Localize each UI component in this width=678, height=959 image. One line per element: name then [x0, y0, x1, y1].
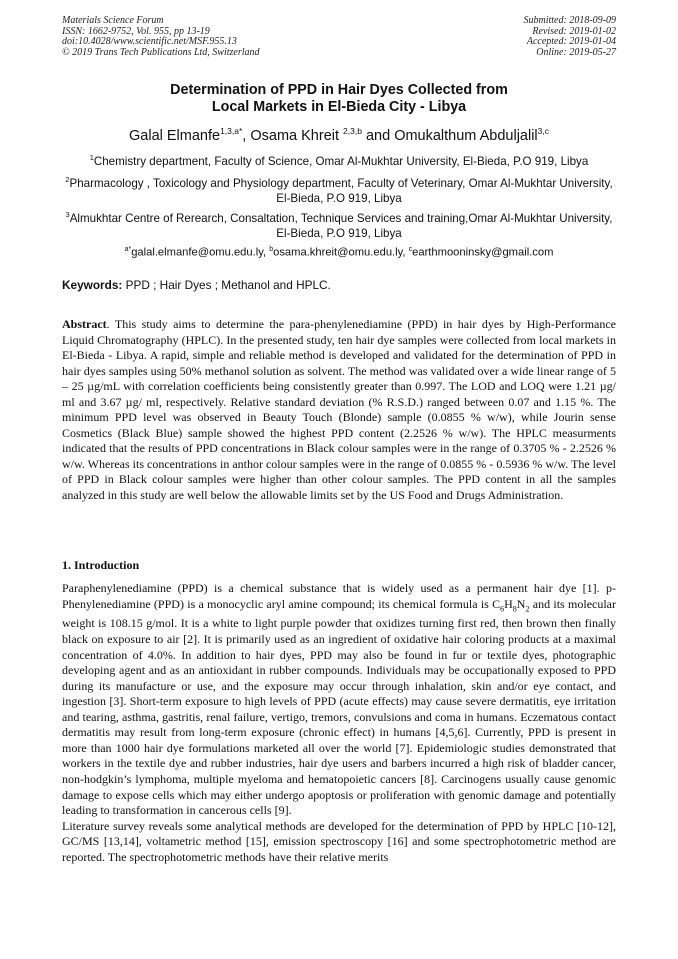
author-affiliation-marker: 2,3,b [343, 126, 362, 136]
email-marker: a* [124, 246, 132, 253]
formula-subscript: 2 [525, 603, 530, 613]
email-link[interactable]: galal.elmanfe@omu.edu.ly, [131, 246, 270, 259]
abstract-label: Abstract [62, 317, 107, 331]
keywords-label: Keywords: [62, 278, 123, 292]
paragraph-text: and its molecular weight is 108.15 g/mol. It is a white to light purple powder that oxidizes turning first red, then brown then finally black on exposure to air [2]. It is primarily used as an ingredient of oxidative hair coloring products at a maximal concentration of 4.0%. In addition to hair dyes, PPD may also be found in fur or textile dyes, photographic developing agent and as an antioxidant in rubber compounds. Individuals may be occupationally exposed to PPD during its manufacture or use, and the exposure may occur through inhalation, skin and/or eye contact, and ingestion [3]. Short-term exposure to high levels of PPD (acute effects) may cause severe dermatitis, eye irritation and tearing, asthma, gastritis, renal failure, vertigo, tremors, convulsions and coma in humans. Eczematous contact dermatitis may result from long-term exposure (chronic effect) in humans [4,5,6]. Currently, PPD is present in more than 1000 hair dye formulations marketed all over the world [7]. Epidemiologic studies demonstrated that workers in the textile dye and rubber industries, hair dye users and barbers incurred a high risk of bladder cancer, non-hodgkin’s lymphoma, multiple myeloma and hematopoietic cancers [8]. Carcinogens usually cause genomic damage to expose cells which may either undergo apoptosis or proliferation with genomic damage and potentially leading to transformation in cancerous cells [9]. [62, 596, 616, 818]
author-list [62, 122, 616, 145]
affiliation-text: Chemistry department, Faculty of Science, Omar Al-Mukhtar University, El-Bieda, P.O 919, Libya [93, 154, 589, 168]
email-marker: b [269, 246, 274, 253]
affiliation-number: 1 [89, 153, 94, 162]
keywords-text: PPD ; Hair Dyes ; Methanol and HPLC. [122, 278, 331, 292]
keywords [62, 278, 616, 293]
journal-header-left [62, 16, 260, 58]
email-link[interactable]: earthmooninsky@gmail.com [412, 246, 554, 259]
formula-subscript: 8 [512, 603, 517, 613]
author-separator: , [242, 127, 251, 144]
introduction-body [62, 581, 616, 865]
section-heading-introduction: 1. Introduction [62, 558, 140, 572]
affiliation-1 [62, 150, 616, 169]
author-name: Osama Khreit [250, 127, 344, 144]
date-submitted: Submitted: 2018-09-09 [523, 15, 616, 26]
paper-title-line-1: Determination of PPD in Hair Dyes Collected from [170, 82, 508, 98]
abstract-text: . This study aims to determine the para-phenylenediamine (PPD) in hair dyes by High-Performance Liquid Chromatography (HPLC). In the presented study, ten hair dye samples were collected from local markets in El-Bieda - Libya. A rapid, simple and reliable method is developed and validated for the determination of PPD in hair dyes samples using 50% methanol solution as solvent. The method was validated over a wide linear range of 5 – 25 µg/mL with correlation coefficients being consistently greater than 0.997. The LOD and LOQ were 1.21 µg/ ml and 3.67 µg/ ml, respectively. Relative standard deviation (% R.S.D.) ranged between 0.07 and 1.15 %. The minimum PPD level was observed in Beauty Touch (Blonde) sample (0.0855 % w/w), while Jourin sense Cosmetics (Black Blue) sample showed the highest PPD content (2.2526 % w/w). The HPLC measurments indicated that the results of PPD concentrations in Black colour samples were in the range of 0.3705 % - 2.2526 % w/w. Whereas its concentrations in anthor colour samples were in the range of 0.0855 % - 0.5936 % w/w. The level of PPD in Black colour samples were higher than other colour samples. The PPD content in all the samples analyzed in this study are well below the allowable limits set by the US Food and Drugs Administration. [62, 317, 616, 503]
author-separator: and [361, 127, 395, 144]
affiliation-text: Almukhtar Centre of Rerearch, Consaltation, Technique Services and training,Omar Al-Mukhtar University, El-Bieda, P.O 919, Libya [69, 211, 613, 240]
author-affiliation-marker: 3,c [537, 126, 549, 136]
introduction-paragraph-2: Literature survey reveals some analytical methods are developed for the determination of PPD by HPLC [10-12], GC/MS [13,14], voltametric method [15], emission spectroscopy [16] and some spectrophotometric method are reported. The spectrophotometric methods have their relative merits [62, 818, 616, 864]
affiliation-2 [62, 172, 616, 206]
author-affiliation-marker: 1,3,a* [220, 126, 243, 136]
affiliation-number: 3 [65, 210, 70, 219]
journal-name: Materials Science Forum [62, 15, 164, 26]
formula-subscript: 6 [500, 603, 505, 613]
affiliation-text: Pharmacology , Toxicology and Physiology department, Faculty of Veterinary, Omar Al-Mukhtar University, El-Bieda, P.O 919, Libya [69, 176, 613, 205]
introduction-paragraph-1 [62, 581, 616, 819]
journal-doi[interactable]: doi:10.4028/www.scientific.net/MSF.955.13 [62, 36, 237, 47]
affiliation-3 [62, 207, 616, 241]
email-marker: c [408, 246, 413, 253]
journal-copyright: © 2019 Trans Tech Publications Ltd, Switzerland [62, 46, 260, 58]
date-revised: Revised: 2019-01-02 [532, 25, 616, 37]
formula-element: N [516, 596, 526, 611]
affiliation-number: 2 [65, 175, 70, 184]
journal-issn: ISSN: 1662-9752, Vol. 955, pp 13-19 [62, 25, 210, 37]
journal-header-right [524, 16, 617, 58]
date-accepted: Accepted: 2019-01-04 [526, 36, 616, 47]
abstract [62, 317, 616, 504]
paragraph-text: Paraphenylenediamine (PPD) is a chemical substance that is widely used as a permanent hair dye [1]. p-Phenylenediamine (PPD) is a monocyclic aryl amine compound; its chemical formula is C [62, 581, 616, 611]
paper-title-line-2: Local Markets in El-Bieda City - Libya [211, 99, 467, 115]
author-name: Omukalthum Abduljalil [394, 127, 538, 144]
formula-element: H [504, 596, 513, 611]
email-link[interactable]: osama.khreit@omu.edu.ly, [273, 246, 409, 259]
author-emails [62, 243, 616, 260]
author-name: Galal Elmanfe [129, 127, 221, 144]
date-online: Online: 2019-05-27 [536, 46, 616, 58]
paper-title [62, 82, 616, 116]
